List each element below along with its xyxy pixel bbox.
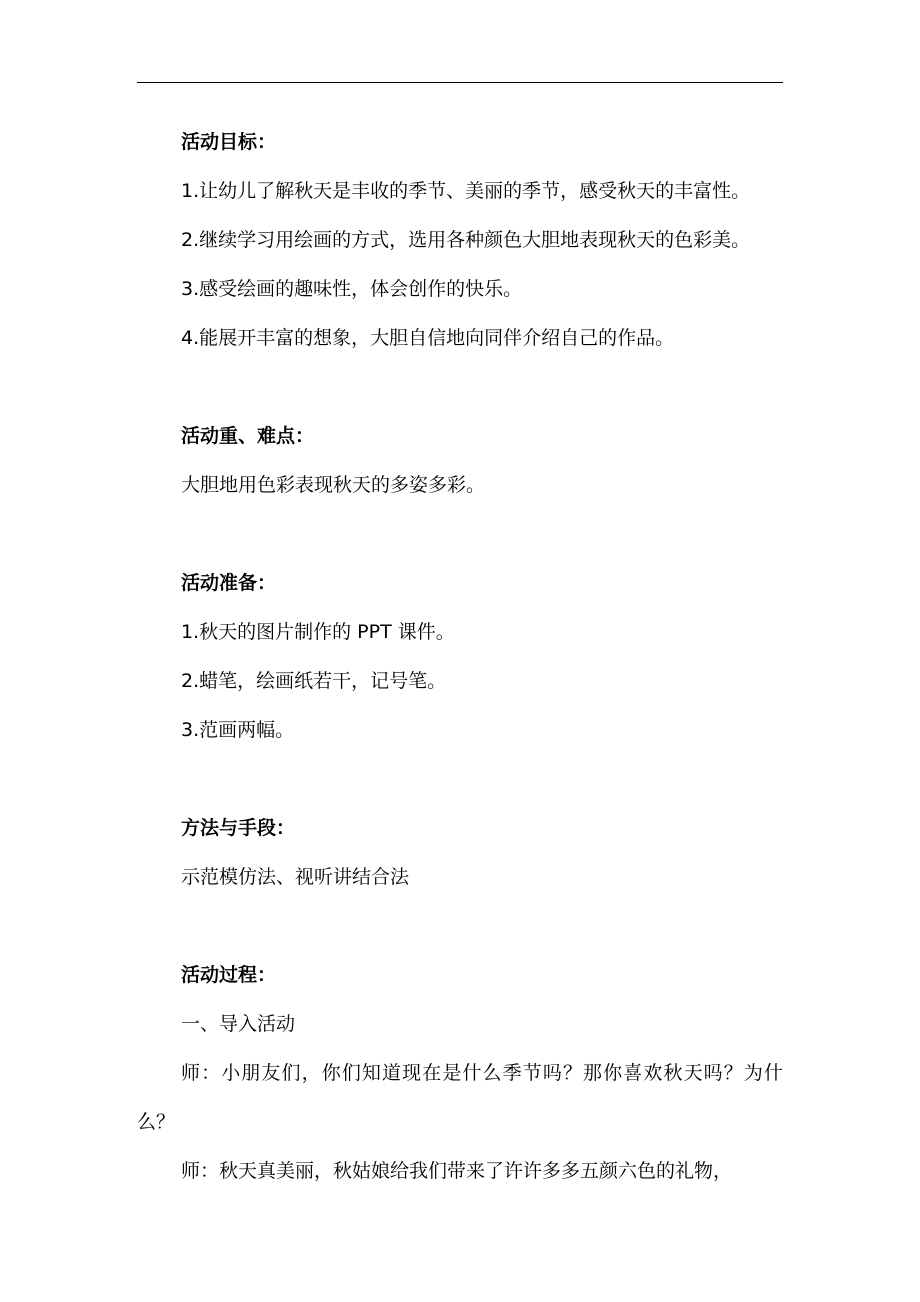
- key-point-item-1: 大胆地用色彩表现秋天的多姿多彩。: [181, 474, 486, 496]
- process-step-1: 一、导入活动: [181, 1013, 296, 1035]
- section-heading-preparation: 活动准备：: [181, 572, 277, 594]
- section-heading-methods: 方法与手段：: [181, 817, 296, 839]
- goal-item-2: 2.继续学习用绘画的方式，选用各种颜色大胆地表现秋天的色彩美。: [181, 229, 751, 251]
- goal-item-3: 3.感受绘画的趣味性，体会创作的快乐。: [181, 278, 523, 300]
- section-heading-key-points: 活动重、难点：: [181, 425, 315, 447]
- process-paragraph-1: 师：小朋友们，你们知道现在是什么季节吗？那你喜欢秋天吗？为什么？: [137, 1062, 783, 1133]
- goal-item-4: 4.能展开丰富的想象，大胆自信地向同伴介绍自己的作品。: [181, 327, 675, 349]
- header-rule: [137, 82, 783, 83]
- methods-item-1: 示范模仿法、视听讲结合法: [181, 866, 410, 888]
- preparation-item-2: 2.蜡笔，绘画纸若干，记号笔。: [181, 670, 447, 692]
- section-spacer: [181, 363, 783, 412]
- section-spacer: [181, 902, 783, 951]
- section-spacer: [181, 755, 783, 804]
- section-heading-goals: 活动目标：: [181, 131, 277, 153]
- process-paragraph-2: 师：秋天真美丽，秋姑娘给我们带来了许许多多五颜六色的礼物，: [181, 1160, 733, 1182]
- preparation-item-3: 3.范画两幅。: [181, 719, 295, 741]
- section-spacer: [181, 510, 783, 559]
- preparation-item-1: 1.秋天的图片制作的 PPT 课件。: [181, 621, 455, 643]
- document-body: [137, 118, 783, 1196]
- goal-item-1: 1.让幼儿了解秋天是丰收的季节、美丽的季节，感受秋天的丰富性。: [181, 180, 751, 202]
- section-heading-process: 活动过程：: [181, 964, 277, 986]
